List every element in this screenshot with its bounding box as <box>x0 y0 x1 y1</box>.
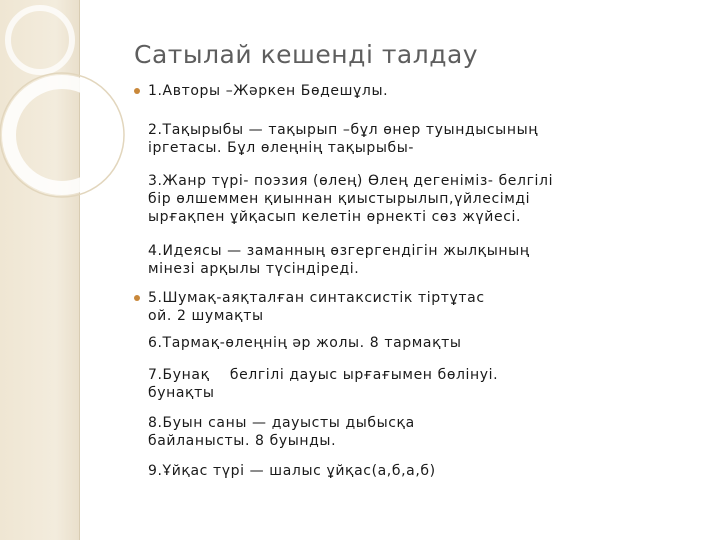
bullet-marker <box>134 88 140 94</box>
decorative-ring-outline <box>0 73 124 197</box>
slide-title: Сатылай кешенді талдау <box>134 40 479 69</box>
decorative-ring-large <box>9 82 115 188</box>
bullet-marker <box>134 295 140 301</box>
decorative-rings <box>0 0 140 260</box>
item-phrase: 7.Бунақ белгілі дауыс ырғағымен бөлінуі. бунақты <box>148 367 499 401</box>
item-idea: 4.Идеясы — заманның өзгергендігін жылқының мінезі арқылы түсіндіреді. <box>148 243 530 277</box>
item-syllables: 8.Буын саны — дауысты дыбысқа байланысты. 8 буынды. <box>148 415 415 449</box>
item-rhyme: 9.Ұйқас түрі — шалыс ұйқас(а,б,а,б) <box>148 463 436 479</box>
decorative-ring-small <box>8 8 72 72</box>
item-author: 1.Авторы –Жәркен Бөдешұлы. <box>148 83 389 99</box>
item-stanza: 5.Шумақ-аяқталған синтаксистік тіртұтас ой. 2 шумақты <box>148 290 485 324</box>
item-theme: 2.Тақырыбы — тақырып –бұл өнер туындысының іргетасы. Бұл өлеңнің тақырыбы- <box>148 122 539 156</box>
item-line: 6.Тармақ-өлеңнің әр жолы. 8 тармақты <box>148 335 462 351</box>
item-genre: 3.Жанр түрі- поэзия (өлең) Өлең дегеніміз- белгілі бір өлшеммен қиыннан қиыстырылып,үйлесімді ырғақпен ұйқасып келетін өрнекті сөз жүйесі. <box>148 173 554 225</box>
